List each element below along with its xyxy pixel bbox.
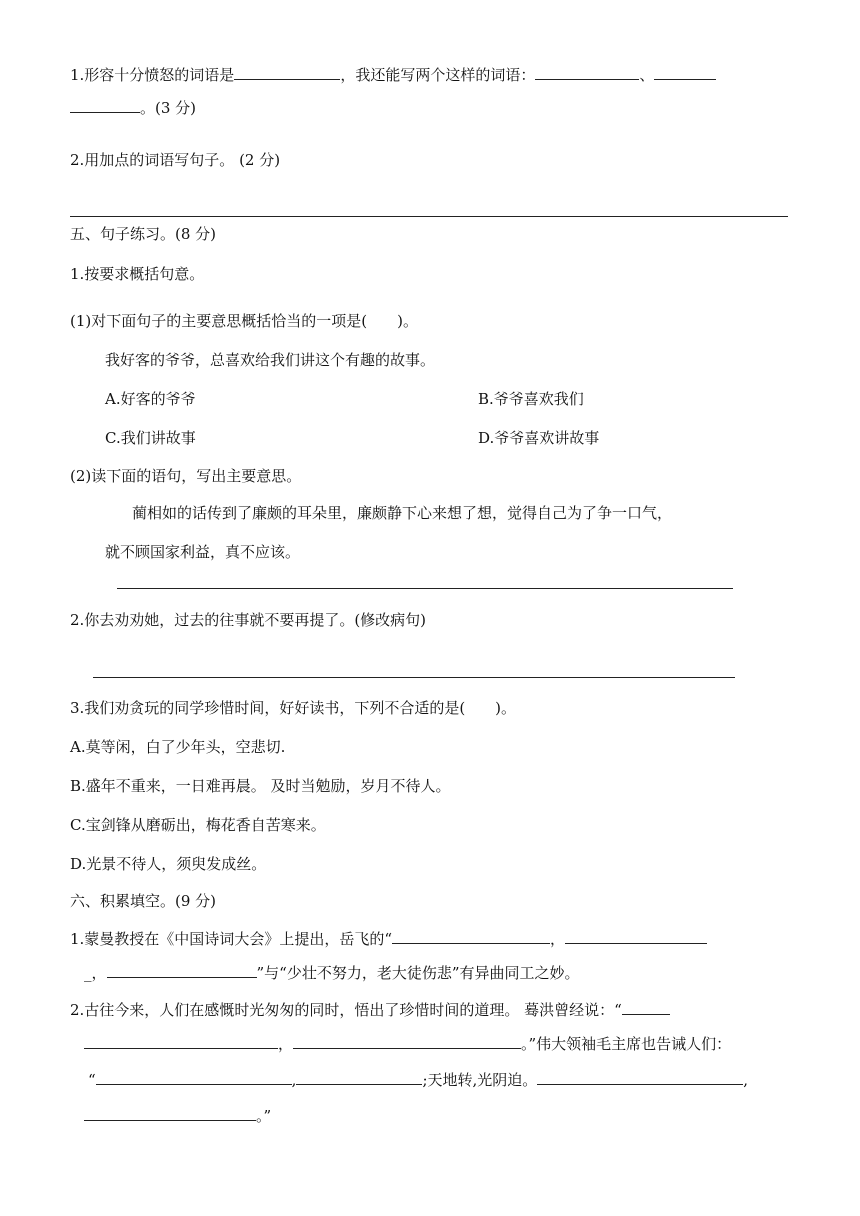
q4-item1-mid: ，我还能写两个这样的词语： [340,66,536,84]
option-b[interactable]: B.爷爷喜欢我们 [478,390,584,408]
comma: ， [278,1035,294,1053]
q6-sub2-line2 [84,1034,731,1054]
q4-item1-line2 [70,98,196,118]
answer-blank[interactable] [535,65,639,80]
q6-sub2-line1 [70,1000,670,1020]
q5-sub1-1-sentence: 我好客的爷爷，总喜欢给我们讲这个有趣的故事。 [105,351,436,369]
comma: , [743,1071,749,1089]
q6-sub2-line2-end: 。”伟大领袖毛主席也告诫人们： [521,1035,732,1053]
answer-blank[interactable] [654,65,716,80]
q4-item1-prefix: 1.形容十分愤怒的词语是 [70,66,235,84]
answer-blank[interactable] [296,1070,422,1085]
q5-sub3-option-d[interactable]: D.光景不待人，须臾发成丝。 [70,855,267,873]
comma: , [291,1071,297,1089]
answer-blank[interactable] [84,1106,256,1121]
passage-line-1: 蔺相如的话传到了廉颇的耳朵里，廉颇静下心来想了想，觉得自己为了争一口气， [132,504,673,522]
comma: ， [549,930,565,948]
answer-blank[interactable] [565,929,707,944]
answer-blank[interactable] [537,1070,743,1085]
q5-sub1: 1.按要求概括句意。 [70,265,205,283]
q6-sub2-mid: ;天地转,光阴迫。 [422,1071,538,1089]
answer-blank[interactable] [234,65,340,80]
q6-sub2-end: 。” [256,1107,272,1125]
q6-sub1-line2-end: ”与“少壮不努力，老大徒伤悲”有异曲同工之妙。 [256,964,580,982]
q5-sub2: 2.你去劝劝她，过去的往事就不要再提了。(修改病句) [70,611,427,629]
q5-sub1-2: (2)读下面的语句，写出主要意思。 [70,467,302,485]
answer-blank[interactable] [293,1034,521,1049]
separator: 、 [639,66,655,84]
answer-blank[interactable] [622,1000,670,1015]
q6-sub1-line2 [84,963,580,983]
q6-sub2-line3 [88,1070,748,1090]
answer-blank[interactable] [107,963,257,978]
q5-sub1-1: (1)对下面句子的主要意思概括恰当的一项是( )。 [70,312,418,330]
option-c[interactable]: C.我们讲故事 [105,429,196,447]
answer-blank[interactable] [392,929,550,944]
q4-item2: 2.用加点的词语写句子。 (2 分) [70,151,281,169]
q5-sub3-option-b[interactable]: B.盛年不重来，一日难再晨。 及时当勉励，岁月不待人。 [70,777,451,795]
option-d[interactable]: D.爷爷喜欢讲故事 [478,429,600,447]
q4-item1-end: 。(3 分) [140,99,197,117]
answer-blank[interactable] [70,98,140,113]
quote-open: “ [88,1071,96,1089]
q4-item1-line1 [70,65,716,85]
section-6-title: 六、积累填空。(9 分) [70,892,217,910]
q6-sub1-line1 [70,929,707,949]
answer-blank[interactable] [96,1070,292,1085]
answer-line[interactable] [117,588,733,589]
q5-sub3-option-a[interactable]: A.莫等闲，白了少年头，空悲切. [70,738,286,756]
q6-sub2-line4 [84,1106,271,1126]
option-a[interactable]: A.好客的爷爷 [105,390,196,408]
passage-line-2: 就不顾国家利益，真不应该。 [105,543,301,561]
q6-sub1-line2-start: _， [84,964,107,982]
answer-line[interactable] [70,216,788,217]
answer-line[interactable] [93,677,735,678]
section-5-title: 五、句子练习。(8 分) [70,225,217,243]
answer-blank[interactable] [84,1034,278,1049]
q6-sub1-text: 1.蒙曼教授在《中国诗词大会》上提出，岳飞的“ [70,930,392,948]
q6-sub2-text: 2.古往今来，人们在感慨时光匆匆的同时，悟出了珍惜时间的道理。 蓦洪曾经说：“ [70,1001,622,1019]
q5-sub3-option-c[interactable]: C.宝剑锋从磨砺出，梅花香自苦寒来。 [70,816,326,834]
q5-sub3: 3.我们劝贪玩的同学珍惜时间，好好读书，下列不合适的是( )。 [70,699,517,717]
